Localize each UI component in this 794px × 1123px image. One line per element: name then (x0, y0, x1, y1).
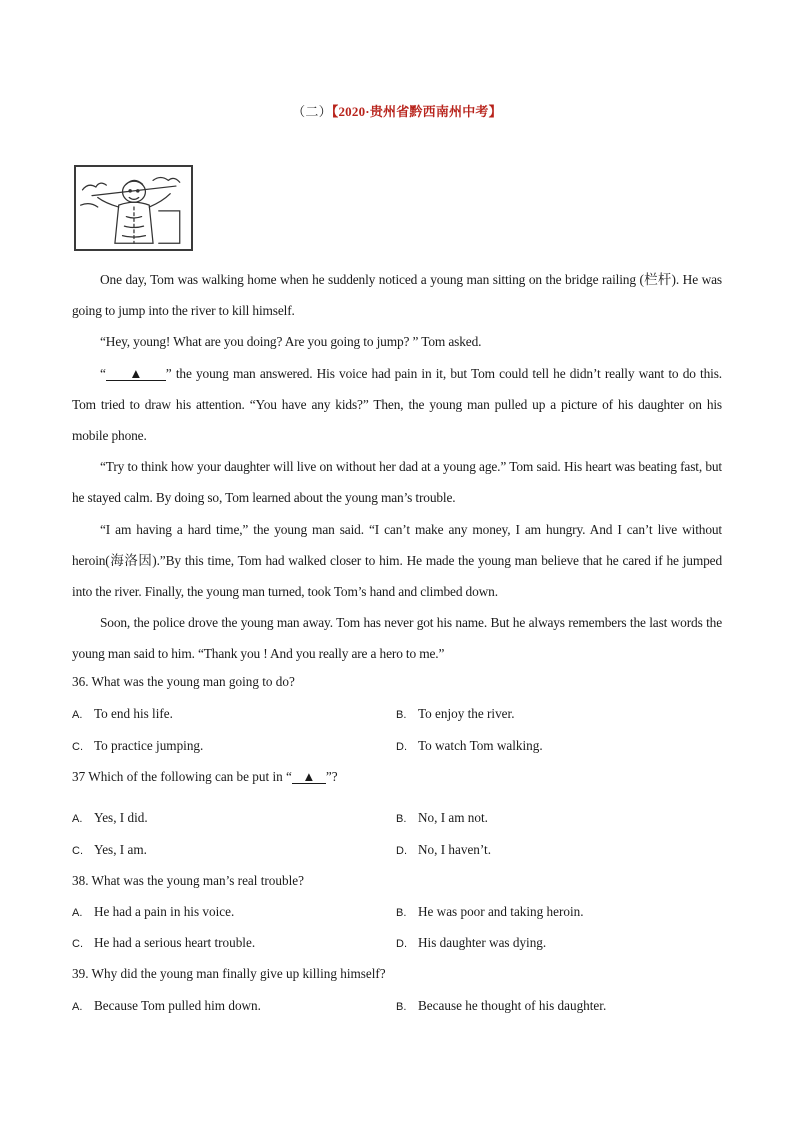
option-letter: C. (72, 741, 83, 753)
option-letter: D. (396, 741, 407, 753)
option-text: Yes, I am. (94, 842, 147, 857)
answer-blank: ▲ (292, 770, 326, 784)
option-text: To enjoy the river. (418, 706, 515, 721)
paragraph-5: “I am having a hard time,” the young man said. “I can’t make any money, I am hungry. And I can’t live without heroin(海洛因).”By this time, Tom had walked closer to him. He made the young man believe that he cared if he jumped into the river. Finally, the young man turned, took Tom’s hand and climbed down. (72, 521, 722, 600)
option-letter: B. (396, 813, 407, 825)
option-text: To watch Tom walking. (418, 738, 543, 753)
section-heading (0, 101, 794, 120)
option-text: He was poor and taking heroin. (418, 904, 584, 919)
option-letter: A. (72, 907, 83, 919)
option-39-b[interactable] (396, 998, 606, 1014)
paragraph-2: “Hey, young! What are you doing? Are you going to jump? ” Tom asked. (100, 334, 482, 350)
option-letter: C. (72, 845, 83, 857)
option-text: He had a serious heart trouble. (94, 935, 256, 950)
question-37-stem (72, 769, 338, 785)
option-38-d[interactable] (396, 935, 546, 951)
paragraph-4: “Try to think how your daughter will live on without her dad at a young age.” Tom said. His heart was beating fast, but he stayed calm. By doing so, Tom learned about the young man’s trouble. (72, 459, 722, 506)
paragraph-3 (72, 358, 722, 452)
question-36-stem: 36. What was the young man going to do? (72, 674, 295, 689)
option-text: Because he thought of his daughter. (418, 998, 607, 1013)
option-text: To end his life. (94, 706, 173, 721)
paragraph-3-text: ” the young man answered. His voice had pain in it, but Tom could tell he didn’t really want to do this. Tom tried to draw his attention. “You have any kids?” Then, the young man pulled up a picture of his daughter on his mobile phone. (72, 365, 722, 444)
exam-source: 【2020·贵州省黔西南州中考】 (331, 104, 502, 119)
option-36-b[interactable] (396, 706, 515, 722)
question-38-stem: 38. What was the young man’s real trouble? (72, 873, 304, 888)
option-36-c[interactable] (72, 738, 203, 754)
option-letter: A. (72, 813, 83, 825)
option-38-b[interactable] (396, 904, 584, 920)
option-36-d[interactable] (396, 738, 543, 754)
option-38-a[interactable] (72, 904, 234, 920)
option-text: Yes, I did. (94, 810, 148, 825)
section-number: （二） (292, 104, 332, 119)
option-letter: B. (396, 907, 407, 919)
cartoon-man-on-bridge-icon (76, 167, 191, 249)
question-37-end: ”? (325, 769, 338, 784)
option-text: Because Tom pulled him down. (94, 998, 261, 1013)
option-letter: C. (72, 938, 83, 950)
option-letter: D. (396, 938, 407, 950)
question-37-text: 37 Which of the following can be put in “ (72, 769, 292, 784)
passage-illustration (74, 165, 193, 251)
option-letter: B. (396, 1001, 407, 1013)
reading-passage (72, 264, 722, 670)
option-37-b[interactable] (396, 810, 488, 826)
paragraph-6: Soon, the police drove the young man away. Tom has never got his name. But he always remembers the last words the young man said to him. “Thank you ! And you really are a hero to me.” (72, 615, 722, 662)
option-37-c[interactable] (72, 842, 147, 858)
option-letter: A. (72, 1001, 83, 1013)
option-38-c[interactable] (72, 935, 255, 951)
answer-blank: ▲ (106, 367, 166, 381)
option-text: No, I haven’t. (418, 842, 492, 857)
option-36-a[interactable] (72, 706, 173, 722)
open-quote: “ (100, 365, 106, 381)
option-39-a[interactable] (72, 998, 261, 1014)
option-37-a[interactable] (72, 810, 148, 826)
option-37-d[interactable] (396, 842, 491, 858)
option-text: He had a pain in his voice. (94, 904, 235, 919)
paragraph-1: One day, Tom was walking home when he suddenly noticed a young man sitting on the bridge railing (栏杆). He was going to jump into the river to kill himself. (72, 272, 722, 319)
question-39-stem: 39. Why did the young man finally give up killing himself? (72, 966, 386, 981)
option-letter: A. (72, 709, 83, 721)
option-letter: B. (396, 709, 407, 721)
option-letter: D. (396, 845, 407, 857)
option-text: To practice jumping. (94, 738, 204, 753)
option-text: His daughter was dying. (418, 935, 547, 950)
option-text: No, I am not. (418, 810, 488, 825)
